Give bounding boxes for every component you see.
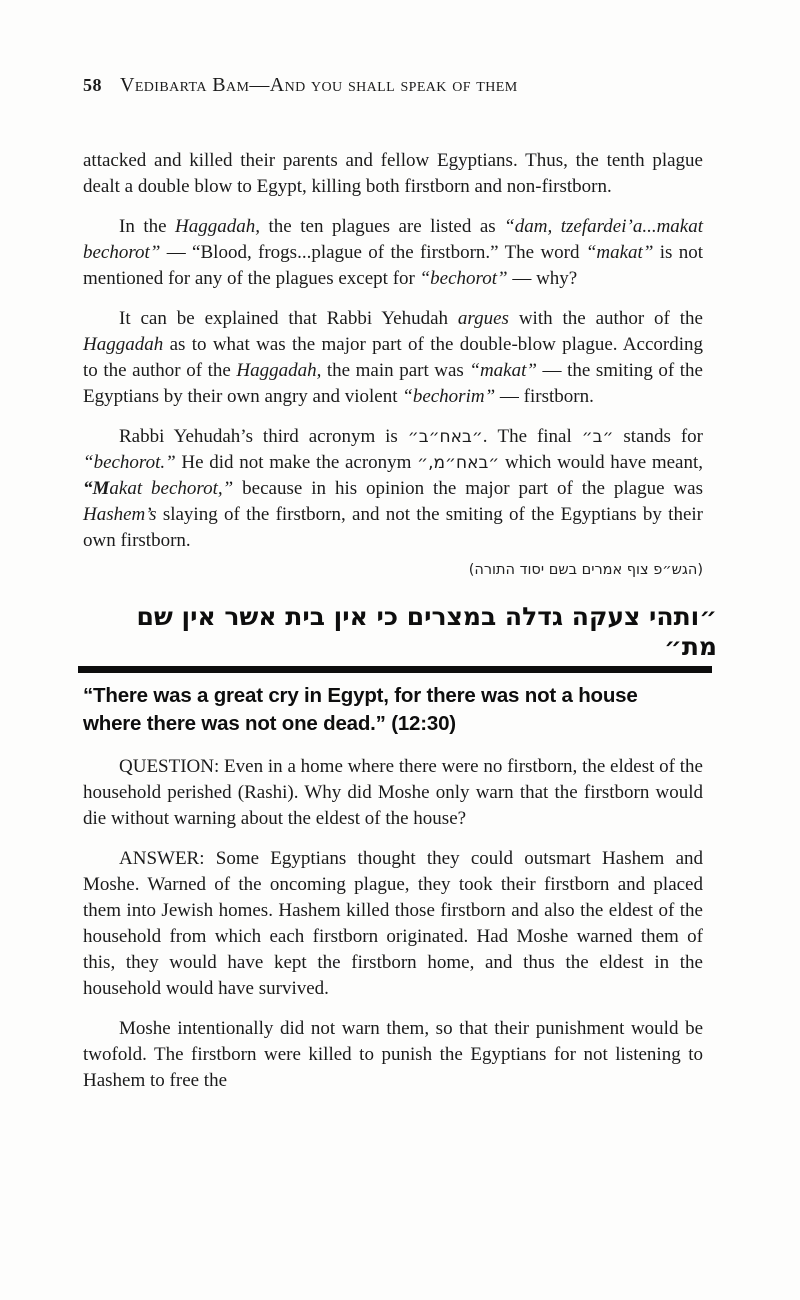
paragraph-explanation	[83, 306, 703, 410]
text-segment: stands for	[613, 426, 704, 447]
page-body	[83, 148, 717, 1108]
text-segment: is not mentioned for any of the plagues except for	[83, 242, 703, 289]
text-segment: attacked and killed their parents and fellow Egyptians. Thus, the tenth plague dealt a double blow to Egypt, killing both firstborn and non-firstborn.	[83, 150, 703, 197]
source-citation: (הגש״פ צוף אמרים בשם יסוד התורה)	[468, 562, 703, 578]
text-segment: ANSWER: Some Egyptians thought they could outsmart Hashem and Moshe. Warned of the oncoming plague, they took their firstborn and placed them into Jewish homes. Hashem killed those firstborn and also the eldest of the household from which each firstborn originated. Had Moshe warned them of this, they would have kept the firstborn home, and thus the eldest in the household would have survived.	[83, 848, 703, 999]
paragraph-continuation	[83, 148, 703, 200]
text-segment: — why?	[507, 268, 578, 289]
paragraph-question	[83, 754, 703, 832]
text-segment: . The final	[482, 426, 582, 447]
paragraph-answer	[83, 846, 703, 1002]
text-segment: In the	[119, 216, 176, 237]
text-segment: Moshe intentionally did not warn them, so that their punishment would be twofold. The firstborn were killed to punish the Egyptians for not listening to Hashem to free the	[83, 1018, 703, 1091]
text-segment: “bechorim”	[402, 386, 496, 407]
verse-translation-heading: “There was a great cry in Egypt, for there was not a house where there was not one dead.” (12:30)	[83, 684, 638, 735]
hebrew-inline-text: ״באח״ב״	[407, 427, 483, 447]
hebrew-inline-text: ״ב״	[581, 427, 614, 447]
text-segment: which would have meant,	[499, 452, 703, 473]
heading-divider-rule	[78, 666, 712, 673]
text-segment: as to what was the major part of the double-blow plague. According to the author of the	[83, 334, 703, 381]
text-segment: argues	[457, 308, 509, 329]
text-segment: akat bechorot,”	[109, 478, 234, 499]
text-segment: — the smiting of the Egyptians by their own angry and violent	[83, 360, 703, 407]
text-segment: Haggadah	[83, 334, 164, 355]
hebrew-verse-heading: ״ותהי צעקה גדלה במצרים כי אין בית אשר אין שם מת״	[136, 602, 717, 661]
text-segment: “bechorot.”	[83, 452, 176, 473]
text-segment: the ten plagues are listed as	[260, 216, 505, 237]
text-segment: Hashem’s	[83, 504, 157, 525]
verse-section-heading	[83, 602, 717, 738]
text-segment: — firstborn.	[495, 386, 594, 407]
paragraph-haggadah-listing	[83, 214, 703, 292]
text-segment: Haggadah,	[175, 216, 261, 237]
hebrew-inline-text: ״באח״מ,״	[417, 453, 500, 473]
text-segment: “M	[83, 478, 110, 499]
text-segment: Rabbi Yehudah’s third acronym is	[119, 426, 408, 447]
text-segment: “makat”	[469, 360, 537, 381]
text-segment: slaying of the firstborn, and not the smiting of the Egyptians by their own firstborn.	[83, 504, 703, 551]
text-segment: He did not make the acronym	[175, 452, 418, 473]
text-segment: “bechorot”	[419, 268, 508, 289]
paragraph-acronym	[83, 424, 703, 554]
text-segment: — “Blood, frogs...plague of the firstborn.” The word	[160, 242, 586, 263]
text-segment: “dam, tzefardei’a...makat bechorot”	[83, 216, 704, 263]
text-segment: because in his opinion the major part of the plague was	[233, 478, 703, 499]
text-segment: Haggadah,	[236, 360, 322, 381]
paragraph-twofold-punishment	[83, 1016, 703, 1094]
commentary-part-2	[83, 754, 703, 1094]
commentary-part-1	[83, 148, 703, 554]
text-segment: It can be explained that Rabbi Yehudah	[119, 308, 458, 329]
text-segment: with the author of the	[508, 308, 703, 329]
page-number: 58	[83, 75, 102, 95]
text-segment: the main part was	[321, 360, 470, 381]
text-segment: “makat”	[585, 242, 654, 263]
running-head	[83, 74, 723, 97]
text-segment: QUESTION: Even in a home where there were no firstborn, the eldest of the household perished (Rashi). Why did Moshe only warn that the firstborn would die without warning about the eldest of the house?	[83, 756, 703, 829]
book-title: Vedibarta Bam—And you shall speak of them	[120, 74, 518, 96]
